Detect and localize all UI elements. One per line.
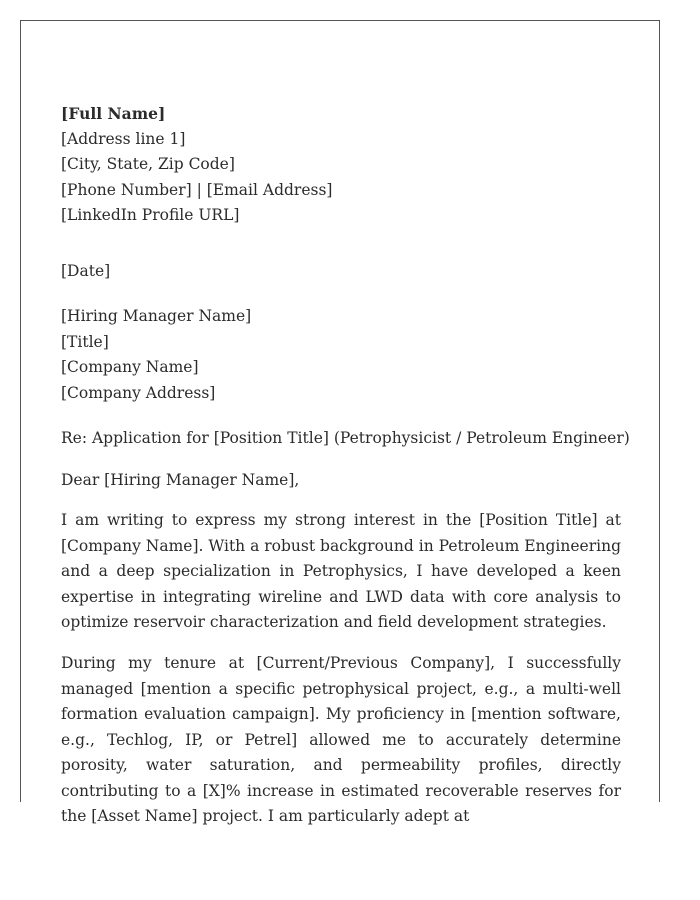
sender-address-line: [Address line 1]: [61, 129, 186, 148]
recipient-name: [Hiring Manager Name]: [61, 307, 252, 325]
subject-line: Re: Application for [Position Title] (Petrophysicist / Petroleum Engineer): [61, 429, 630, 447]
sender-linkedin: [LinkedIn Profile URL]: [61, 206, 240, 224]
paragraph-1: I am writing to express my strong interest in the [Position Title] at [Company Name]. With a robust background in Petroleum Engineering and a deep specialization in Petrophysics, I have developed a keen expertise in integrating wireline and LWD data with core analysis to optimize reservoir characterization and field development strategies.: [61, 511, 621, 631]
recipient-title: [Title]: [61, 332, 109, 351]
paragraph-2: During my tenure at [Current/Previous Company], I successfully managed [mention a specific petrophysical project, e.g., a multi-well formation evaluation campaign]. My proficiency in [mention software, e.g., Techlog, IP, or Petrel] allowed me to accurately determine porosity, water saturation, and permeability profiles, directly contributing to a [X]% increase in estimated recoverable reserves for the [Asset Name] project. I am particularly adept at: [61, 654, 621, 825]
salutation: Dear [Hiring Manager Name],: [61, 470, 300, 489]
letter-body: [61, 101, 630, 845]
sender-block: [61, 101, 621, 229]
recipient-block: [61, 304, 621, 406]
letter-date: [Date]: [61, 261, 111, 280]
recipient-address: [Company Address]: [61, 383, 216, 402]
recipient-company: [Company Name]: [61, 358, 199, 376]
sender-phone-email: [Phone Number] | [Email Address]: [61, 180, 333, 199]
sender-city-state-zip: [City, State, Zip Code]: [61, 155, 235, 173]
letter-page: [20, 20, 660, 825]
sender-name: [Full Name]: [61, 104, 166, 123]
